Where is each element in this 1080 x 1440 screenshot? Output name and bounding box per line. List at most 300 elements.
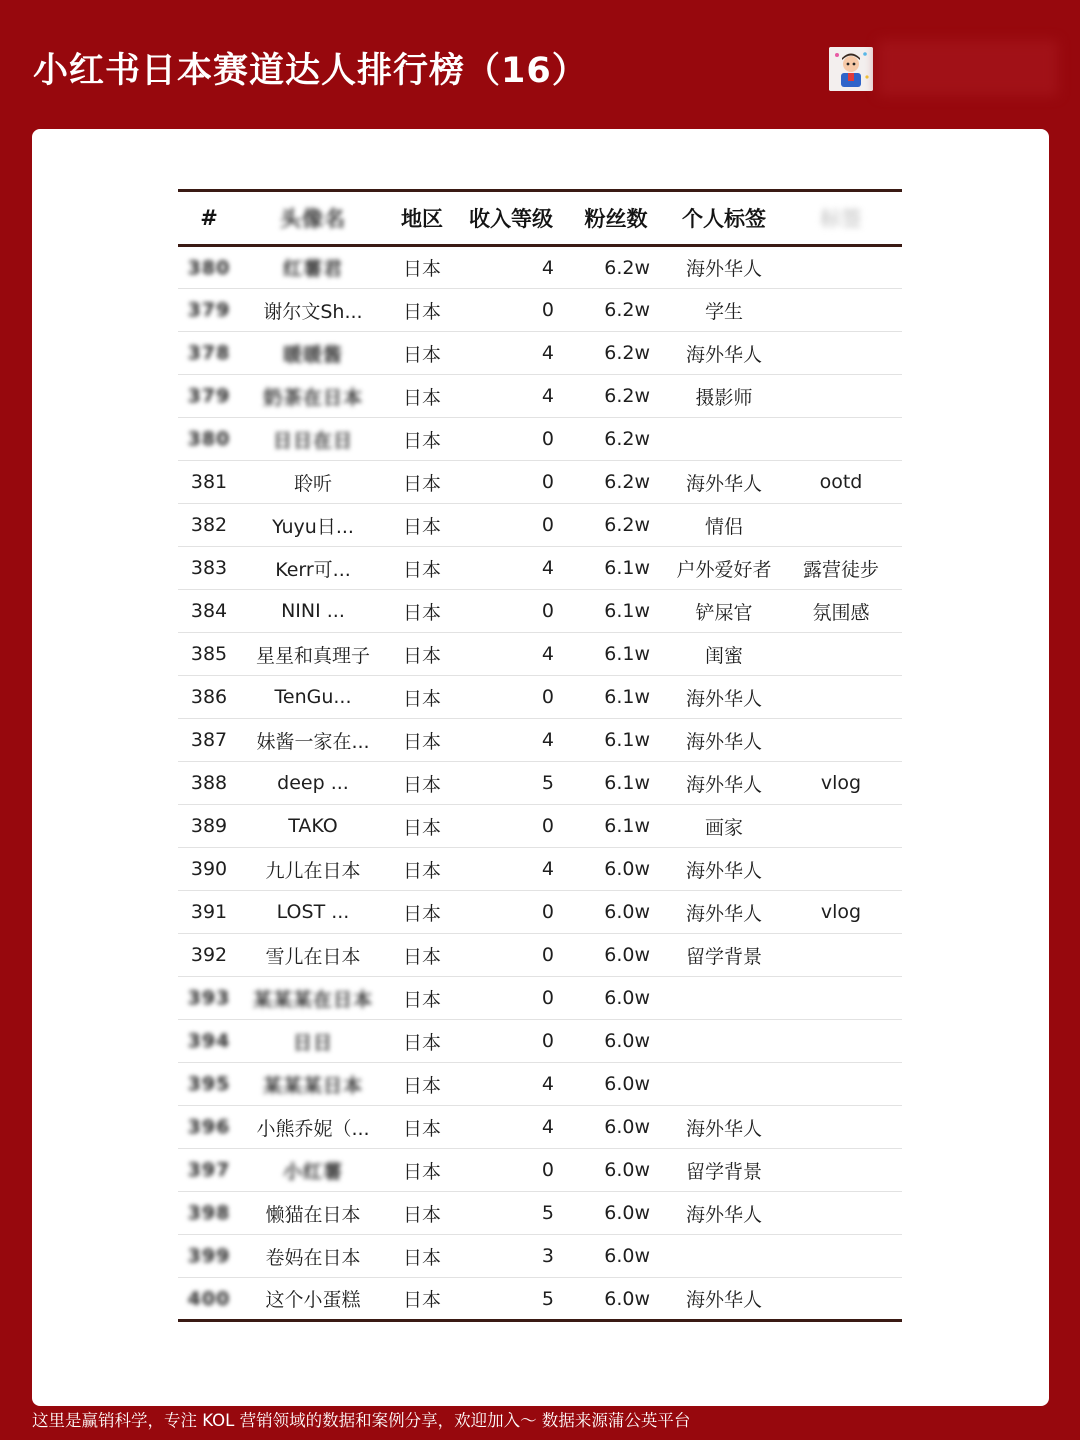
cell-tag2: [780, 461, 902, 504]
cell-fans-text: 6.2w: [604, 471, 650, 493]
cell-income-text: 0: [541, 901, 554, 923]
cell-fans: [564, 461, 668, 504]
cell-rank-text: 380: [187, 256, 231, 279]
table-row: [178, 977, 902, 1020]
cell-fans-text: 6.0w: [604, 1030, 650, 1052]
cell-income: [458, 547, 564, 590]
cell-rank: [178, 1278, 240, 1321]
cell-fans: [564, 246, 668, 289]
column-header-income: 收入等级: [458, 191, 564, 246]
cell-region-text: 日本: [402, 515, 441, 538]
cell-tag-text: 海外华人: [685, 1289, 762, 1311]
cell-income: [458, 1063, 564, 1106]
cell-fans: [564, 977, 668, 1020]
cell-income-text: 0: [541, 471, 554, 493]
cell-rank: [178, 332, 240, 375]
cell-region-text: 日本: [402, 1203, 441, 1226]
cell-income: [458, 762, 564, 805]
cell-rank-text: 399: [187, 1245, 231, 1267]
column-header-tag2: 标签: [780, 191, 902, 246]
cell-fans-text: 6.0w: [604, 1073, 650, 1095]
table-row: [178, 1278, 902, 1321]
cell-region: [386, 547, 458, 590]
cell-tag-text: 摄影师: [695, 386, 753, 409]
cell-name: [240, 848, 386, 891]
cell-tag: [668, 246, 780, 289]
cell-tag: [668, 633, 780, 676]
cell-fans-text: 6.0w: [604, 1159, 650, 1181]
cell-tag-text: 海外华人: [685, 859, 762, 882]
table-row: [178, 1020, 902, 1063]
cell-tag2: [780, 590, 902, 633]
cell-fans-text: 6.2w: [604, 299, 650, 321]
table-row: [178, 418, 902, 461]
cell-rank: [178, 676, 240, 719]
cell-tag: [668, 1020, 780, 1063]
table-row: [178, 375, 902, 418]
cell-fans-text: 6.0w: [604, 858, 650, 880]
cell-income-text: 5: [541, 1287, 554, 1310]
cell-income: [458, 590, 564, 633]
cell-rank: [178, 590, 240, 633]
cell-name-text: 日日在日: [272, 429, 353, 452]
cell-region-text: 日本: [402, 258, 441, 280]
cell-region-text: 日本: [402, 687, 441, 710]
cell-region: [386, 418, 458, 461]
cell-region: [386, 848, 458, 891]
table-row: [178, 1106, 902, 1149]
cell-rank-text: 388: [190, 772, 228, 794]
cell-tag: [668, 332, 780, 375]
cell-income-text: 4: [541, 1073, 554, 1095]
table-row: [178, 332, 902, 375]
cell-name: [240, 934, 386, 977]
cell-tag-text: 闺蜜: [704, 644, 743, 667]
cell-name-text: 懒猫在日本: [265, 1203, 361, 1226]
cell-name: [240, 977, 386, 1020]
cell-region-text: 日本: [402, 988, 441, 1011]
cell-fans-text: 6.1w: [604, 557, 650, 579]
cell-tag-text: 海外华人: [685, 1117, 762, 1140]
cell-name: [240, 719, 386, 762]
cell-region: [386, 1149, 458, 1192]
cell-income-text: 0: [541, 428, 554, 450]
cell-tag2: [780, 1235, 902, 1278]
cell-tag: [668, 547, 780, 590]
cell-income-text: 0: [541, 987, 554, 1009]
table-row: [178, 762, 902, 805]
cell-rank-text: 389: [190, 815, 228, 837]
cell-fans: [564, 805, 668, 848]
cell-tag2: [780, 547, 902, 590]
cell-tag-text: 画家: [704, 816, 743, 839]
cell-name-text: 红薯君: [282, 258, 343, 280]
cell-fans: [564, 633, 668, 676]
cell-region: [386, 633, 458, 676]
cell-name-text: Kerr可...: [275, 558, 351, 581]
cell-income-text: 0: [541, 1030, 554, 1052]
cell-tag: [668, 418, 780, 461]
cell-name-text: 小熊乔妮（...: [256, 1117, 370, 1140]
cell-fans-text: 6.1w: [604, 686, 650, 708]
cell-name-text: 九儿在日本: [265, 859, 361, 882]
cell-fans: [564, 762, 668, 805]
cell-name-text: 谢尔文Sh...: [263, 300, 363, 323]
cell-tag-text: 铲屎官: [695, 601, 753, 624]
cell-income-text: 0: [541, 686, 554, 708]
cell-region-text: 日本: [402, 945, 441, 968]
cell-income: [458, 633, 564, 676]
cell-rank-text: 381: [190, 471, 228, 493]
cell-tag: [668, 934, 780, 977]
cell-rank: [178, 762, 240, 805]
cell-rank-text: 386: [190, 686, 228, 708]
cell-tag-text: 留学背景: [685, 945, 762, 968]
column-header-name: 头像名: [240, 191, 386, 246]
cell-fans: [564, 289, 668, 332]
cell-tag: [668, 289, 780, 332]
table-row: [178, 848, 902, 891]
cell-fans-text: 6.0w: [604, 1202, 650, 1224]
cell-fans: [564, 547, 668, 590]
cell-rank-text: 392: [190, 944, 228, 966]
cell-region-text: 日本: [402, 343, 441, 366]
cell-rank-text: 379: [187, 299, 231, 321]
cell-rank-text: 391: [190, 901, 228, 923]
cell-name: [240, 1063, 386, 1106]
cell-fans: [564, 676, 668, 719]
cell-name: [240, 1020, 386, 1063]
cell-region-text: 日本: [402, 859, 441, 882]
cell-name-text: 小红薯: [282, 1160, 343, 1183]
cell-tag-text: 海外华人: [685, 472, 762, 495]
cell-tag-text: 学生: [704, 300, 743, 323]
table-row: [178, 719, 902, 762]
cell-name: [240, 590, 386, 633]
cell-rank-text: 383: [190, 557, 228, 579]
cell-tag2-text: vlog: [820, 901, 862, 923]
cell-region-text: 日本: [402, 1074, 441, 1097]
cell-tag2: [780, 977, 902, 1020]
cell-region-text: 日本: [402, 1246, 441, 1269]
cell-tag2: [780, 762, 902, 805]
cell-fans: [564, 504, 668, 547]
cell-name-text: 妹酱一家在...: [256, 730, 370, 753]
cell-name: [240, 1278, 386, 1321]
cell-rank-text: 387: [190, 729, 228, 751]
cell-tag2: [780, 676, 902, 719]
cell-tag: [668, 1149, 780, 1192]
cell-tag-text: 海外华人: [685, 687, 762, 710]
table-row: [178, 1063, 902, 1106]
cell-name-text: 某某某在日本: [252, 988, 373, 1011]
cell-income: [458, 504, 564, 547]
cell-income-text: 0: [541, 514, 554, 536]
cell-rank: [178, 1192, 240, 1235]
cell-region-text: 日本: [402, 1160, 441, 1183]
cell-income: [458, 246, 564, 289]
cell-income: [458, 332, 564, 375]
table-row: [178, 934, 902, 977]
cell-tag: [668, 1235, 780, 1278]
cell-rank-text: 384: [190, 600, 228, 622]
cell-rank-text: 378: [187, 342, 231, 364]
cell-region: [386, 332, 458, 375]
cell-region-text: 日本: [402, 1031, 441, 1054]
cell-region: [386, 934, 458, 977]
cell-region: [386, 1278, 458, 1321]
cell-region: [386, 1020, 458, 1063]
cell-income-text: 0: [541, 815, 554, 837]
cell-tag2-text: 露营徒步: [802, 558, 879, 581]
cell-name: [240, 805, 386, 848]
cell-name: [240, 1235, 386, 1278]
cell-name: [240, 289, 386, 332]
cell-income-text: 0: [541, 944, 554, 966]
cell-income-text: 4: [541, 643, 554, 665]
cell-income: [458, 891, 564, 934]
cell-income: [458, 1020, 564, 1063]
table-row: [178, 590, 902, 633]
table-row: [178, 676, 902, 719]
cell-rank-text: 400: [187, 1287, 231, 1310]
cell-tag: [668, 504, 780, 547]
cell-name-text: 卷妈在日本: [265, 1246, 361, 1269]
cell-tag-text: 海外华人: [685, 1203, 762, 1226]
cell-rank: [178, 289, 240, 332]
cell-rank-text: 390: [190, 858, 228, 880]
cell-rank-text: 385: [190, 643, 228, 665]
cell-name: [240, 1149, 386, 1192]
cell-fans-text: 6.2w: [604, 428, 650, 450]
cell-region: [386, 289, 458, 332]
cell-tag-text: 海外华人: [685, 730, 762, 753]
cell-fans: [564, 934, 668, 977]
cell-rank-text: 395: [187, 1073, 231, 1095]
cell-rank: [178, 547, 240, 590]
cell-name: [240, 461, 386, 504]
cell-tag2: [780, 633, 902, 676]
cell-tag: [668, 805, 780, 848]
cell-name: [240, 891, 386, 934]
cell-name-text: TAKO: [288, 815, 338, 837]
cell-rank: [178, 461, 240, 504]
cell-name-text: 暖暖酱: [282, 343, 343, 366]
cell-income-text: 5: [541, 772, 554, 794]
cell-name: [240, 504, 386, 547]
cell-tag: [668, 590, 780, 633]
cell-income: [458, 461, 564, 504]
cell-tag2-text: 氛围感: [812, 601, 870, 624]
cell-region-text: 日本: [402, 1117, 441, 1140]
cell-region: [386, 977, 458, 1020]
cell-fans: [564, 1149, 668, 1192]
cell-fans: [564, 1020, 668, 1063]
cell-region-text: 日本: [402, 644, 441, 667]
cell-tag2: [780, 1192, 902, 1235]
cell-tag-text: 情侣: [704, 515, 743, 538]
cell-fans-text: 6.2w: [604, 385, 650, 407]
cell-region: [386, 246, 458, 289]
cell-tag2: [780, 332, 902, 375]
cell-tag2: [780, 1063, 902, 1106]
cell-income-text: 4: [541, 385, 554, 407]
cell-rank: [178, 977, 240, 1020]
cell-region: [386, 1235, 458, 1278]
cell-rank: [178, 1063, 240, 1106]
cell-rank: [178, 633, 240, 676]
cell-fans: [564, 590, 668, 633]
table-row: [178, 246, 902, 289]
avatar-cartoon-icon: [829, 47, 873, 91]
cell-income-text: 0: [541, 1159, 554, 1181]
cell-region-text: 日本: [402, 773, 441, 796]
table-row: [178, 504, 902, 547]
cell-fans: [564, 848, 668, 891]
cell-tag: [668, 1106, 780, 1149]
cell-region: [386, 1192, 458, 1235]
cell-tag2: [780, 848, 902, 891]
cell-region-text: 日本: [402, 386, 441, 409]
column-header-tag: 个人标签: [668, 191, 780, 246]
column-header-fans: 粉丝数: [564, 191, 668, 246]
cell-rank: [178, 418, 240, 461]
cell-income: [458, 1235, 564, 1278]
cell-rank: [178, 848, 240, 891]
table-row: [178, 1235, 902, 1278]
cell-income: [458, 1278, 564, 1321]
cell-name: [240, 332, 386, 375]
cell-income: [458, 934, 564, 977]
cell-tag-text: 海外华人: [685, 343, 762, 366]
column-header-rank: #: [178, 191, 240, 246]
cell-rank: [178, 719, 240, 762]
cell-fans-text: 6.1w: [604, 729, 650, 751]
cell-fans-text: 6.2w: [604, 514, 650, 536]
cell-tag2: [780, 805, 902, 848]
cell-income: [458, 977, 564, 1020]
cell-fans-text: 6.1w: [604, 815, 650, 837]
cell-region-text: 日本: [402, 1289, 441, 1311]
cell-fans: [564, 1278, 668, 1321]
cell-tag: [668, 891, 780, 934]
cell-tag: [668, 762, 780, 805]
cell-tag2: [780, 719, 902, 762]
cell-fans: [564, 1106, 668, 1149]
cell-rank-text: 379: [187, 385, 231, 407]
table-row: [178, 633, 902, 676]
cell-name-text: Yuyu日...: [272, 515, 354, 538]
cell-fans-text: 6.1w: [604, 600, 650, 622]
cell-fans-text: 6.1w: [604, 772, 650, 794]
cell-name-text: LOST ...: [276, 901, 350, 923]
cell-region-text: 日本: [402, 558, 441, 581]
table-row: [178, 891, 902, 934]
cell-region: [386, 504, 458, 547]
column-header-region: 地区: [386, 191, 458, 246]
cell-fans-text: 6.0w: [604, 1245, 650, 1267]
cell-tag: [668, 1278, 780, 1321]
cell-rank: [178, 805, 240, 848]
cell-tag: [668, 461, 780, 504]
cell-rank: [178, 1149, 240, 1192]
avatar[interactable]: [829, 47, 873, 91]
cell-rank-text: 394: [187, 1030, 231, 1052]
cell-income-text: 3: [541, 1245, 554, 1267]
cell-region: [386, 805, 458, 848]
cell-tag2: [780, 289, 902, 332]
cell-fans-text: 6.0w: [604, 1116, 650, 1138]
cell-tag: [668, 848, 780, 891]
footer-text: 这里是赢销科学，专注 KOL 营销领域的数据和案例分享，欢迎加入～ 数据来源蒲公英平台: [32, 1411, 691, 1430]
cell-tag2: [780, 504, 902, 547]
cell-income-text: 4: [541, 729, 554, 751]
cell-income: [458, 418, 564, 461]
cell-tag2: [780, 891, 902, 934]
cell-rank-text: 393: [187, 987, 231, 1009]
cell-name: [240, 1192, 386, 1235]
cell-tag2: [780, 418, 902, 461]
cell-rank: [178, 934, 240, 977]
cell-name-text: TenGu...: [274, 686, 352, 708]
table-header-row: [178, 191, 902, 246]
cell-fans: [564, 891, 668, 934]
cell-fans: [564, 1063, 668, 1106]
cell-tag: [668, 676, 780, 719]
cell-income: [458, 848, 564, 891]
cell-region-text: 日本: [402, 429, 441, 452]
cell-region: [386, 461, 458, 504]
cell-name: [240, 375, 386, 418]
table-row: [178, 1192, 902, 1235]
cell-name-text: NINI ...: [281, 600, 345, 622]
cell-tag-text: 户外爱好者: [676, 558, 772, 581]
cell-rank-text: 380: [187, 428, 231, 450]
cell-region: [386, 1063, 458, 1106]
cell-tag-text: 留学背景: [685, 1160, 762, 1183]
cell-rank: [178, 375, 240, 418]
cell-region: [386, 676, 458, 719]
cell-income-text: 0: [541, 600, 554, 622]
cell-tag-text: 海外华人: [685, 773, 762, 796]
cell-tag: [668, 1063, 780, 1106]
cell-region-text: 日本: [402, 300, 441, 323]
cell-income: [458, 1106, 564, 1149]
cell-rank: [178, 891, 240, 934]
cell-fans: [564, 719, 668, 762]
table-row: [178, 289, 902, 332]
cell-name: [240, 418, 386, 461]
cell-income-text: 4: [541, 256, 554, 279]
cell-rank: [178, 1235, 240, 1278]
cell-fans: [564, 1192, 668, 1235]
cell-rank: [178, 246, 240, 289]
cell-income: [458, 676, 564, 719]
cell-region: [386, 375, 458, 418]
cell-income-text: 4: [541, 858, 554, 880]
cell-fans: [564, 1235, 668, 1278]
cell-rank: [178, 1106, 240, 1149]
cell-income-text: 4: [541, 557, 554, 579]
cell-tag: [668, 1192, 780, 1235]
cell-rank-text: 396: [187, 1116, 231, 1138]
cell-income-text: 4: [541, 342, 554, 364]
cell-name: [240, 547, 386, 590]
cell-income: [458, 1192, 564, 1235]
cell-tag: [668, 375, 780, 418]
cell-income: [458, 375, 564, 418]
header: [0, 0, 1080, 130]
